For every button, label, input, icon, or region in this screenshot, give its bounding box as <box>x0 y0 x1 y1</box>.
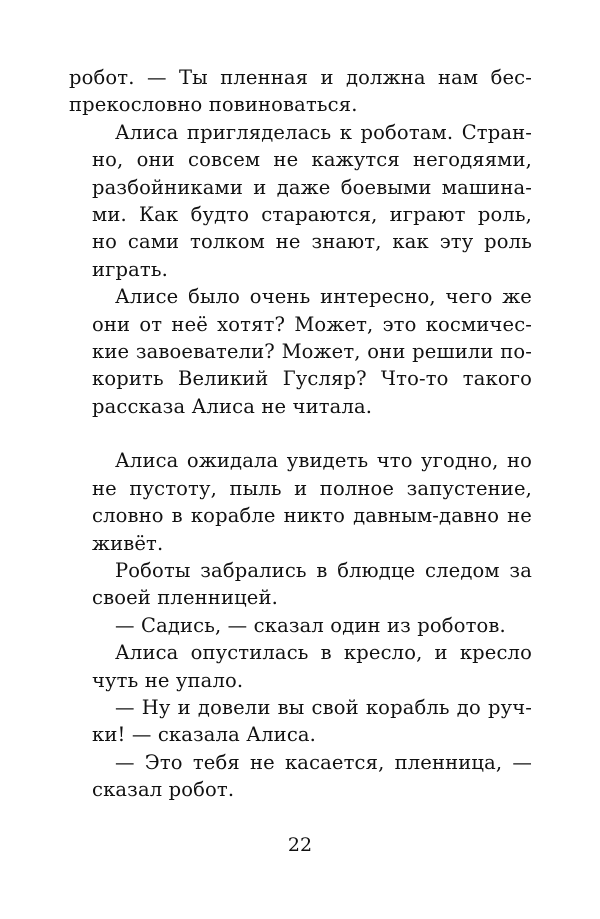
text-line: Роботы забрались в блюдце следом за <box>115 558 532 582</box>
section-break <box>69 420 532 447</box>
text-line: Алисе было очень интересно, чего же <box>115 285 532 309</box>
text-line: словно в корабле никто давным-давно не <box>92 504 532 528</box>
text-line: прекословно повиноваться. <box>69 93 358 117</box>
text-line: кие завоеватели? Может, они решили по- <box>92 340 532 364</box>
text-line: не пустоту, пыль и полное запустение, <box>92 476 532 500</box>
paragraph-9 <box>69 749 532 804</box>
paragraph-8 <box>69 694 532 749</box>
text-line: — Ну и довели вы свой корабль до руч- <box>115 695 532 719</box>
text-line: ми. Как будто стараются, играют роль, <box>92 203 532 227</box>
paragraph-7 <box>69 639 532 694</box>
text-line: разбойниками и даже боевыми машина- <box>92 175 532 199</box>
text-line: но, они совсем не кажутся негодяями, <box>92 148 532 172</box>
paragraph-6 <box>69 612 532 639</box>
text-line: своей пленницей. <box>92 586 278 610</box>
text-line: — Садись, — сказал один из роботов. <box>115 613 506 637</box>
text-line: корить Великий Гусляр? Что-то такого <box>92 367 532 391</box>
text-line: Алиса опустилась в кресло, и кресло <box>115 641 532 665</box>
text-line: рассказа Алиса не читала. <box>92 394 373 418</box>
paragraph-3 <box>69 283 532 420</box>
text-line: играть. <box>92 257 168 281</box>
text-line: робот. — Ты пленная и должна нам бес- <box>69 66 532 89</box>
text-line: чуть не упало. <box>92 668 244 692</box>
text-line: но сами толком не знают, как эту роль <box>92 230 532 254</box>
page-body <box>69 64 532 804</box>
text-line: они от неё хотят? Может, это космичес- <box>92 312 532 336</box>
page-number: 22 <box>287 834 313 856</box>
paragraph-1 <box>69 64 532 119</box>
text-line: — Это тебя не касается, пленница, — <box>115 750 532 774</box>
paragraph-5 <box>69 557 532 612</box>
text-line: сказал робот. <box>92 778 235 802</box>
text-line: живёт. <box>92 531 164 555</box>
text-line: ки! — сказала Алиса. <box>92 723 317 747</box>
text-line: Алиса ожидала увидеть что угодно, но <box>115 449 532 473</box>
text-line: Алиса пригляделась к роботам. Стран- <box>115 120 532 144</box>
paragraph-4 <box>69 447 532 557</box>
paragraph-2 <box>69 119 532 283</box>
